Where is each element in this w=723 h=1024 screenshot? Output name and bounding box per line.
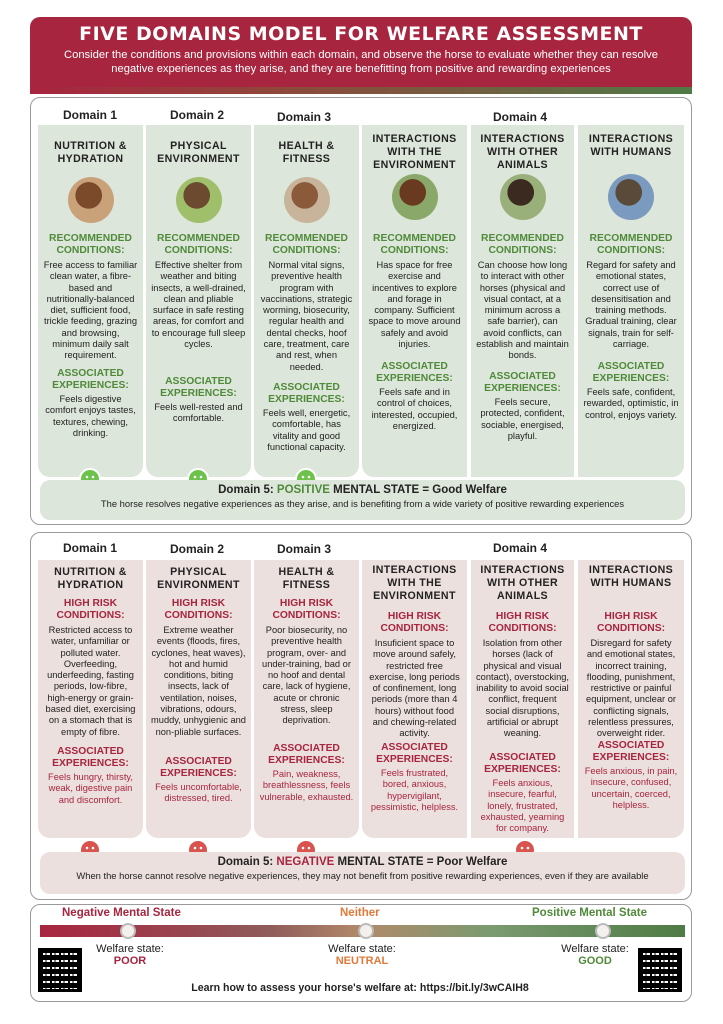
top-column-2 <box>146 125 251 477</box>
column-title: NUTRITION & HYDRATION <box>54 566 127 591</box>
experiences-text: Feels secure, protected, confident, sociable, energised, playful. <box>480 397 565 441</box>
ws-label: Welfare state: <box>96 943 164 955</box>
experiences-heading: ASSOCIATED EXPERIENCES: <box>376 742 453 765</box>
conditions-text: Regard for safety and emotional states, correct use of desensitisation and training methods. Gradual training, clear signals, train for self-carriage. <box>585 260 677 350</box>
assessment-link[interactable]: Learn how to assess your horse's welfare at: https://bit.ly/3wCAIH8 <box>191 982 529 994</box>
column-title: HEALTH & FITNESS <box>278 140 335 165</box>
experiences-text: Feels anxious, insecure, fearful, lonely, frustrated, exhausted, yearning for company. <box>480 778 565 834</box>
column-title: INTERACTIONS WITH HUMANS <box>588 564 674 589</box>
conditions-heading: HIGH RISK CONDITIONS: <box>56 598 125 621</box>
conditions-text: Insuficient space to move around safely, restricted free exercise, long periods of confinement, long periods (more than 4 hours) without food and chewing-related activity. <box>369 638 460 739</box>
conditions-text: Restricted access to water, unfamiliar or polluted water. Overfeeding, underfeeding, fasting periods, low-fibre, high-energy or grain-based diet, exercising on a stomach that is empty of fibre. <box>45 625 136 737</box>
column-title: INTERACTIONS WITH OTHER ANIMALS <box>480 564 565 602</box>
conditions-text: Isolation from other horses (lack of physical and visual contact), overstocking, inability to avoid social conflict, frequent social disruptions, artificial or abrupt weaning. <box>476 638 570 739</box>
bottom-domain-3-label: Domain 3 <box>276 542 331 556</box>
top-column-1 <box>38 125 143 477</box>
ws-label: Welfare state: <box>561 943 629 955</box>
domain5-positive-text: The horse resolves negative experiences as they arise, and is benefiting from a wide variety of positive rewarding experiences <box>100 498 625 509</box>
horse-photo <box>284 177 330 223</box>
scale-negative-label: Negative Mental State <box>62 907 181 919</box>
experiences-heading: ASSOCIATED EXPERIENCES: <box>592 361 670 384</box>
experiences-text: Pain, weakness, breathlessness, feels vulnerable, exhausted. <box>259 769 354 802</box>
experiences-text: Feels well, energetic, comfortable, has vitality and good functional capacity. <box>262 408 351 452</box>
conditions-heading: HIGH RISK CONDITIONS: <box>272 598 341 621</box>
column-title: INTERACTIONS WITH OTHER ANIMALS <box>480 133 565 171</box>
experiences-heading: ASSOCIATED EXPERIENCES: <box>484 371 561 394</box>
experiences-text: Feels frustrated, bored, anxious, hypervigilant, pessimistic, helpless. <box>370 768 459 812</box>
domain5-positive-title <box>40 484 685 496</box>
bottom-domain-4-label: Domain 4 <box>492 541 547 555</box>
domain5-negative-title <box>40 856 685 868</box>
conditions-heading: RECOMMENDED CONDITIONS: <box>49 233 132 256</box>
d5-prefix: Domain 5: <box>218 484 277 496</box>
experiences-heading: ASSOCIATED EXPERIENCES: <box>268 382 345 405</box>
bottom-column-4 <box>362 560 467 838</box>
qr-code-left <box>38 948 82 992</box>
column-title: NUTRITION & HYDRATION <box>54 140 127 165</box>
conditions-heading: RECOMMENDED CONDITIONS: <box>157 233 240 256</box>
top-domain-4-label: Domain 4 <box>492 110 547 124</box>
ws-neutral-value: NEUTRAL <box>335 955 389 967</box>
experiences-text: Feels safe and in control of choices, interested, occupied, energized. <box>371 387 458 431</box>
ws-poor-value: POOR <box>113 955 147 967</box>
d5-key-positive: POSITIVE <box>276 484 330 496</box>
domain5-positive-bar <box>40 480 685 520</box>
top-column-5 <box>470 125 574 477</box>
experiences-text: Feels hungry, thirsty, weak, digestive pain and discomfort. <box>48 772 133 805</box>
experiences-text: Feels uncomfortable, distressed, tired. <box>155 782 242 804</box>
column-title: INTERACTIONS WITH THE ENVIRONMENT <box>372 133 457 171</box>
horse-photo <box>392 174 438 220</box>
d5-key-negative: NEGATIVE <box>276 856 335 868</box>
experiences-heading: ASSOCIATED EXPERIENCES: <box>52 368 129 391</box>
conditions-heading: RECOMMENDED CONDITIONS: <box>589 233 673 256</box>
d5-prefix: Domain 5: <box>217 856 277 868</box>
conditions-text: Disregard for safety and emotional states, incorrect training, flooding, punishment, restrictive or painful equipment, unclear or conflicting signals, relentless pressures, overweight rider. <box>586 638 676 739</box>
experiences-text: Feels digestive comfort enjoys tastes, textures, chewing, drinking. <box>45 394 136 438</box>
conditions-text: Free access to familiar clean water, a fibre-based and nutritionally-balanced diet, sufficient food, trickle feeding, grazing and browsing, minimum daily salt requirement. <box>43 260 138 361</box>
page-title: FIVE DOMAINS MODEL FOR WELFARE ASSESSMENT <box>79 23 643 45</box>
experiences-heading: ASSOCIATED EXPERIENCES: <box>160 756 237 779</box>
conditions-text: Effective shelter from weather and biting insects, a well-drained, clean and pliable surface in safe resting areas, for comfort and to encourage full sleep cycles. <box>151 260 246 350</box>
experiences-heading: ASSOCIATED EXPERIENCES: <box>484 752 561 775</box>
bottom-column-5 <box>470 560 574 838</box>
conditions-text: Poor biosecurity, no preventive health program, over- and under-training, bad or no hoof and dental care, lack of hygiene, acute or chronic stress, sleep deprivation. <box>262 625 351 726</box>
horse-photo <box>608 174 654 220</box>
bottom-column-6 <box>577 560 684 838</box>
horse-photo <box>68 177 114 223</box>
column-title: PHYSICAL ENVIRONMENT <box>157 566 240 591</box>
conditions-text: Normal vital signs, preventive health program with vaccinations, strategic worming, biosecurity, regular health and dental checks, hoof care, treatment, care and rest, when needed. <box>260 260 353 372</box>
qr-code-right <box>638 948 682 992</box>
column-title: INTERACTIONS WITH THE ENVIRONMENT <box>372 564 457 602</box>
domain5-negative-text: When the horse cannot resolve negative experiences, they may not benefit from positive rewarding experiences, even if they are available <box>76 870 649 881</box>
experiences-text: Feels well-rested and comfortable. <box>154 402 243 424</box>
experiences-heading: ASSOCIATED EXPERIENCES: <box>268 743 345 766</box>
welfare-gradient-scale <box>40 925 685 937</box>
scale-positive-label: Positive Mental State <box>532 907 648 919</box>
conditions-heading: HIGH RISK CONDITIONS: <box>164 598 233 621</box>
page-header <box>30 17 692 87</box>
scale-knob-good <box>595 923 611 939</box>
bottom-column-1 <box>38 560 143 838</box>
conditions-heading: HIGH RISK CONDITIONS: <box>380 611 449 634</box>
top-column-4 <box>362 125 467 477</box>
conditions-heading: HIGH RISK CONDITIONS: <box>596 611 666 634</box>
experiences-heading: ASSOCIATED EXPERIENCES: <box>376 361 453 384</box>
top-domain-3-label: Domain 3 <box>276 110 331 124</box>
bottom-domain-2-label: Domain 2 <box>169 542 224 556</box>
experiences-text: Feels safe, confident, rewarded, optimistic, in control, enjoys variety. <box>583 387 679 420</box>
page-subtitle: Consider the conditions and provisions within each domain, and observe the horse to evaluate whether they can resolve negative experiences as they arise, and they are benefitting from positive and rewarding experiences <box>64 49 658 75</box>
bottom-column-2 <box>146 560 251 838</box>
bottom-column-3 <box>254 560 359 838</box>
horse-photo <box>176 177 222 223</box>
top-column-6 <box>577 125 684 477</box>
header-gradient-stripe <box>30 87 692 94</box>
d5-suffix: MENTAL STATE = Good Welfare <box>329 484 507 496</box>
welfare-state-good <box>553 943 637 967</box>
experiences-text: Feels anxious, in pain, insecure, confused, uncertain, coerced, helpless. <box>584 766 678 810</box>
domain5-negative-bar <box>40 852 685 894</box>
bottom-domain-1-label: Domain 1 <box>62 541 117 555</box>
experiences-heading: ASSOCIATED EXPERIENCES: <box>160 376 237 399</box>
top-domain-1-label: Domain 1 <box>62 108 117 122</box>
conditions-text: Has space for free exercise and incentives to explore and forage in company. Sufficient space to move around safely and avoid injuries. <box>368 260 461 350</box>
welfare-state-neutral <box>320 943 404 967</box>
d5-suffix: MENTAL STATE = Poor Welfare <box>334 856 508 868</box>
conditions-text: Extreme weather events (floods, fires, cyclones, heat waves), hot and humid conditions, biting insects, lack of ventilation, noises, vibrations, odours, muddy, unhygienic and non-pliable surfaces. <box>151 625 246 737</box>
column-title: PHYSICAL ENVIRONMENT <box>157 140 240 165</box>
top-column-3 <box>254 125 359 477</box>
conditions-heading: HIGH RISK CONDITIONS: <box>488 611 557 634</box>
column-title: INTERACTIONS WITH HUMANS <box>588 133 674 158</box>
scale-knob-neutral <box>358 923 374 939</box>
ws-good-value: GOOD <box>578 955 612 967</box>
conditions-text: Can choose how long to interact with other horses (physical and visual contact, at a minimum across a safe barrier), can avoid conflicts, can establish and maintain bonds. <box>476 260 569 361</box>
top-domain-2-label: Domain 2 <box>169 108 224 122</box>
conditions-heading: RECOMMENDED CONDITIONS: <box>373 233 456 256</box>
experiences-heading: ASSOCIATED EXPERIENCES: <box>592 740 670 763</box>
column-title: HEALTH & FITNESS <box>278 566 335 591</box>
experiences-heading: ASSOCIATED EXPERIENCES: <box>52 746 129 769</box>
welfare-state-poor <box>90 943 170 967</box>
conditions-heading: RECOMMENDED CONDITIONS: <box>265 233 348 256</box>
ws-label: Welfare state: <box>328 943 396 955</box>
scale-knob-poor <box>120 923 136 939</box>
scale-neither-label: Neither <box>340 907 380 919</box>
horse-photo <box>500 174 546 220</box>
conditions-heading: RECOMMENDED CONDITIONS: <box>481 233 564 256</box>
